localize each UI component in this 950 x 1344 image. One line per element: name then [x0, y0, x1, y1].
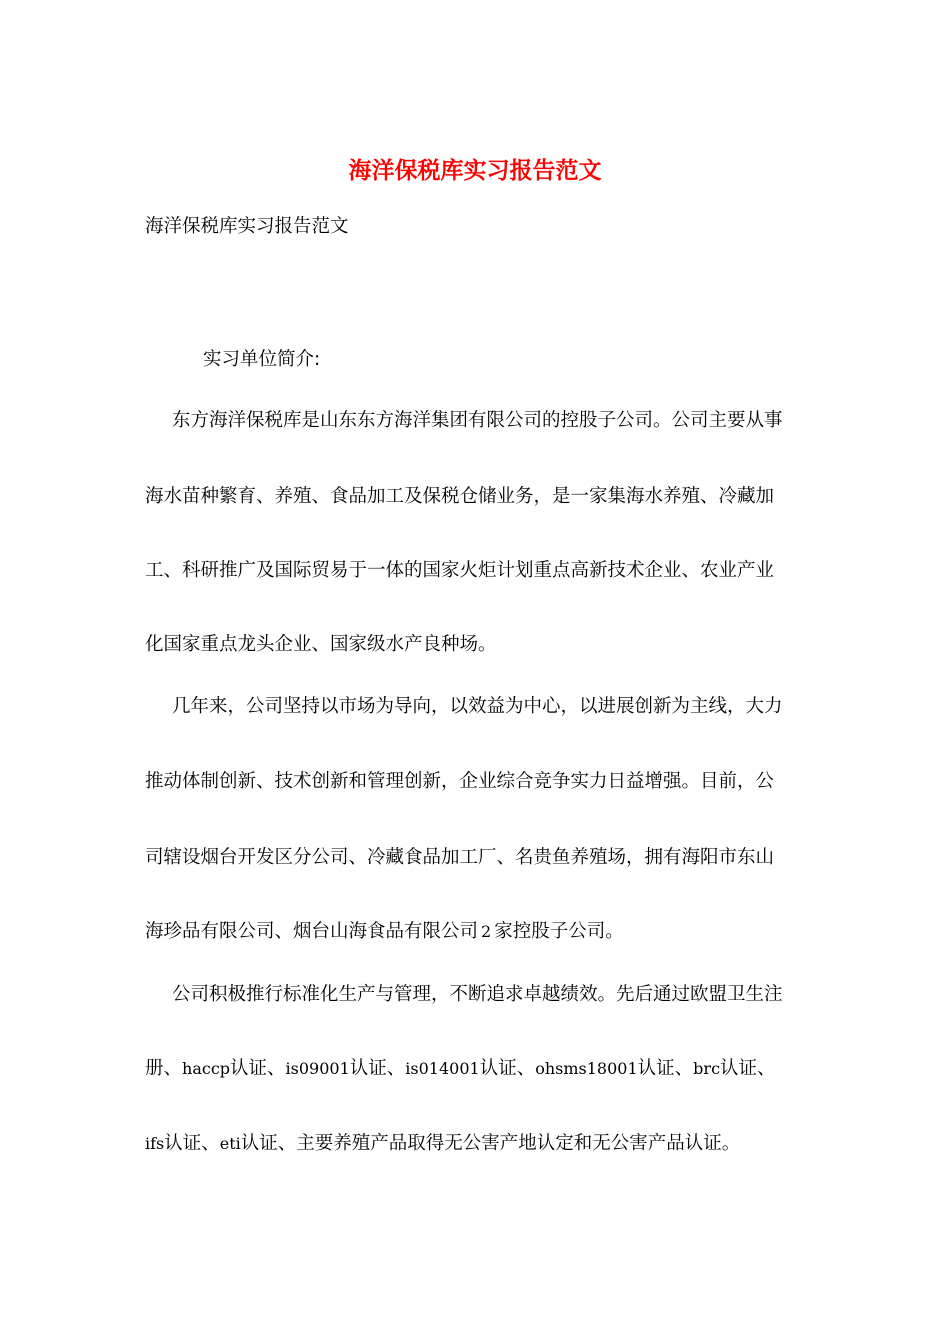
paragraph-line [145, 917, 624, 943]
paragraph-line: 推动体制创新、技术创新和管理创新，企业综合竞争实力日益增强。目前，公 [145, 771, 775, 792]
paragraph-line: 海水苗种繁育、养殖、食品加工及保税仓储业务，是一家集海水养殖、冷藏加 [145, 486, 775, 507]
paragraph-line: 东方海洋保税库是山东东方海洋集团有限公司的控股子公司。公司主要从事 [172, 410, 783, 431]
paragraph-line: 几年来，公司坚持以市场为导向，以效益为中心，以进展创新为主线，大力 [172, 696, 783, 717]
code-run: haccp [182, 1059, 231, 1078]
text-run: 海珍品有限公司、烟台山海食品有限公司 [145, 921, 479, 942]
code-run: brc [693, 1059, 721, 1078]
paragraph-line: 公司积极推行标准化生产与管理，不断追求卓越绩效。先后通过欧盟卫生注 [172, 984, 783, 1005]
text-run: 册、 [145, 1058, 183, 1079]
text-run: 认证、 [230, 1058, 286, 1079]
section-heading: 实习单位简介: [203, 349, 321, 370]
page-title: 海洋保税库实习报告范文 [348, 157, 602, 184]
text-run: 认证、 [349, 1058, 406, 1079]
text-run: 认证、 [637, 1058, 694, 1079]
text-run: 认证、 [164, 1133, 220, 1154]
code-run: ohsms18001 [535, 1059, 638, 1078]
paragraph-line [145, 1129, 740, 1155]
text-run: 家控股子公司。 [494, 921, 624, 942]
code-run: is09001 [285, 1059, 350, 1078]
paragraph-line: 司辖设烟台开发区分公司、冷藏食品加工厂、名贵鱼养殖场，拥有海阳市东山 [145, 847, 775, 868]
paragraph-line [145, 1054, 776, 1080]
paragraph-line: 化国家重点龙头企业、国家级水产良种场。 [145, 634, 497, 655]
code-run: eti [219, 1134, 241, 1153]
subtitle: 海洋保税库实习报告范文 [145, 216, 349, 237]
number-run: 2 [481, 922, 492, 941]
text-run: 认证、 [479, 1058, 536, 1079]
text-run: 认证、主要养殖产品取得无公害产地认定和无公害产品认证。 [240, 1133, 741, 1154]
code-run: ifs [145, 1134, 165, 1153]
text-run: 认证、 [720, 1058, 776, 1079]
code-run: is014001 [405, 1059, 480, 1078]
paragraph-line: 工、科研推广及国际贸易于一体的国家火炬计划重点高新技术企业、农业产业 [145, 560, 775, 581]
